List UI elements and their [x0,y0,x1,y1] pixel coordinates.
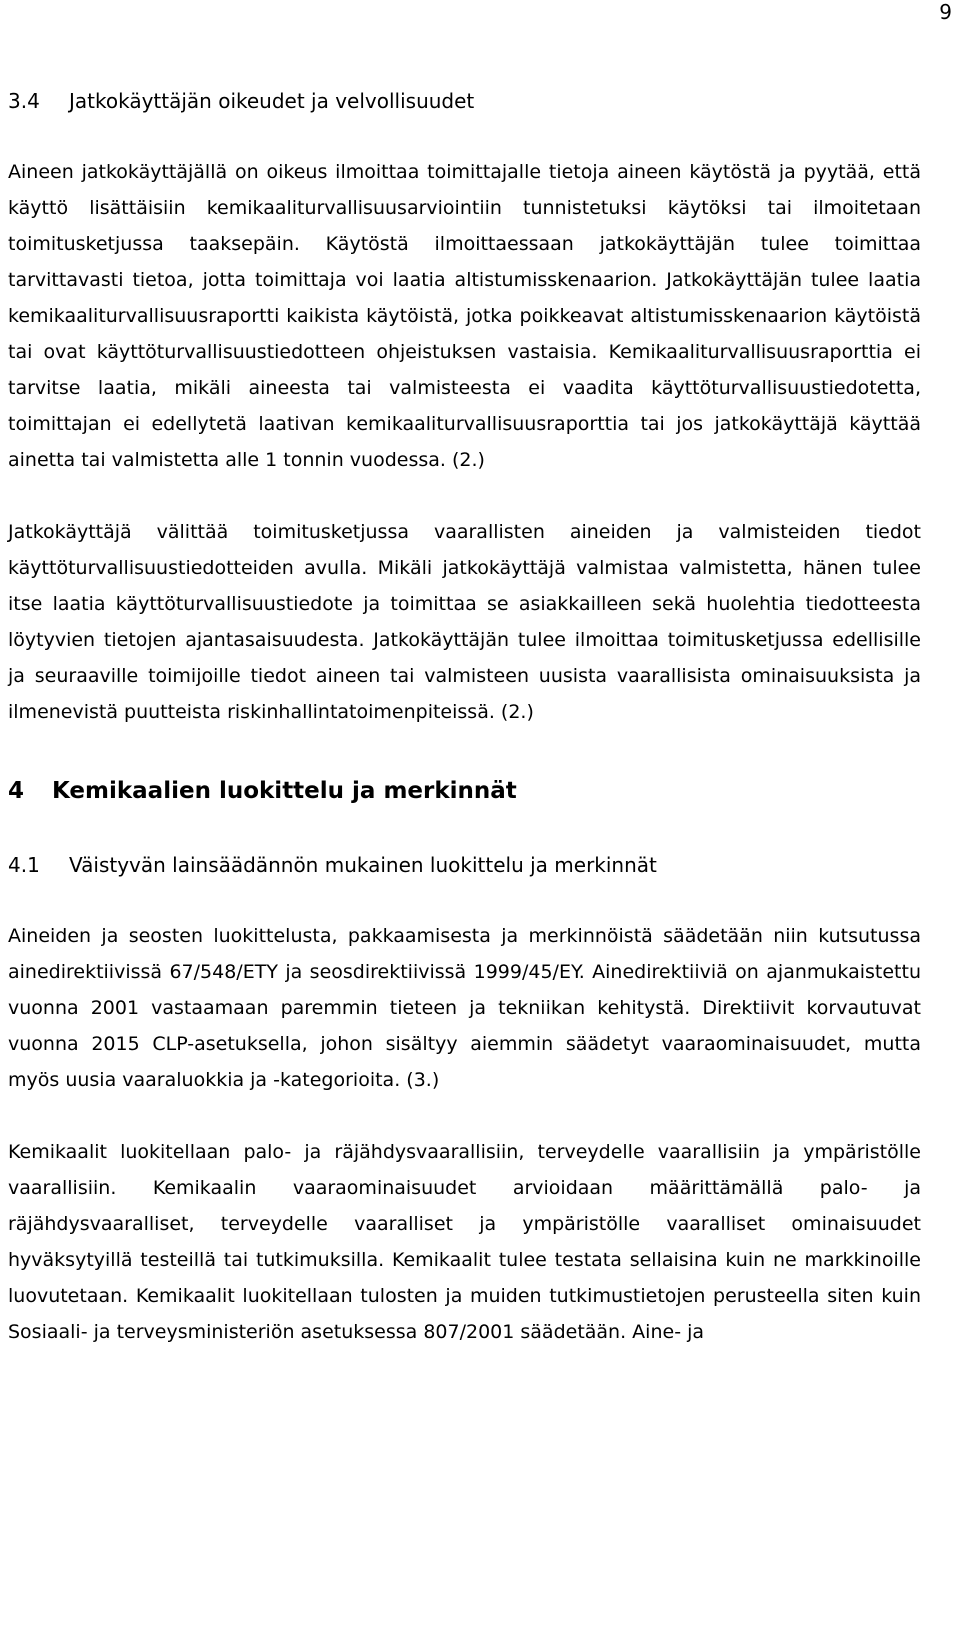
chapter-number: 4 [8,778,25,804]
paragraph: Aineiden ja seosten luokittelusta, pakkaamisesta ja merkinnöistä säädetään niin kutsutussa ainedirektiivissä 67/548/ETY ja seosdirektiivissä 1999/45/EY. Ainedirektiiviä on ajanmukaistettu vuonna 2001 vastaamaan paremmin tieteen ja tekniikan kehitystä. Direktiivit korvautuvat vuonna 2015 CLP-asetuksella, johon sisältyy aiemmin säädetyt vaaraominaisuudet, mutta myös uusia vaaraluokkia ja -kategorioita. (3.) [8,925,921,1091]
chapter-heading-4 [8,774,921,808]
section-title: Jatkokäyttäjän oikeudet ja velvollisuudet [69,89,475,113]
paragraph: Kemikaalit luokitellaan palo- ja räjähdysvaarallisiin, terveydelle vaarallisiin ja ympäristölle vaarallisiin. Kemikaalin vaaraominaisuudet arvioidaan määrittämällä palo- ja räjähdysvaaralliset, terveydelle vaaralliset ja ympäristölle vaaralliset ominaisuudet hyväksytyillä testeillä tai tutkimuksilla. Kemikaalit tulee testata sellaisina kuin ne markkinoille luovutetaan. Kemikaalit luokitellaan tulosten ja muiden tutkimustietojen perusteella siten kuin Sosiaali- ja terveysministeriön asetuksessa 807/2001 säädetään. Aine- ja [8,1141,921,1343]
section-heading-3-4 [8,84,921,118]
page-number: 9 [939,0,952,24]
document-body [8,84,921,1350]
chapter-title: Kemikaalien luokittelu ja merkinnät [52,778,517,804]
section-title: Väistyvän lainsäädännön mukainen luokittelu ja merkinnät [69,853,657,877]
paragraph: Jatkokäyttäjä välittää toimitusketjussa vaarallisten aineiden ja valmisteiden tiedot käyttöturvallisuustiedotteiden avulla. Mikäli jatkokäyttäjä valmistaa valmistetta, hänen tulee itse laatia käyttöturvallisuustiedote ja toimittaa se asiakkailleen sekä huolehtia tiedotteesta löytyvien tietojen ajantasaisuudesta. Jatkokäyttäjän tulee ilmoittaa toimitusketjussa edellisille ja seuraaville toimijoille tiedot aineen tai valmisteen uusista vaarallisista ominaisuuksista ja ilmenevistä puutteista riskinhallintatoimenpiteissä. (2.) [8,521,921,723]
section-heading-4-1 [8,848,921,882]
section-number: 4.1 [8,853,40,877]
section-number: 3.4 [8,89,40,113]
paragraph: Aineen jatkokäyttäjällä on oikeus ilmoittaa toimittajalle tietoja aineen käytöstä ja pyytää, että käyttö lisättäisiin kemikaaliturvallisuusarviointiin tunnistetuksi käytöksi tai ilmoitetaan toimitusketjussa taaksepäin. Käytöstä ilmoittaessaan jatkokäyttäjän tulee toimittaa tarvittavasti tietoa, jotta toimittaja voi laatia altistumisskenaarion. Jatkokäyttäjän tulee laatia kemikaaliturvallisuusraportti kaikista käytöistä, jotka poikkeavat altistumisskenaarion käytöistä tai ovat käyttöturvallisuustiedotteen ohjeistuksen vastaisia. Kemikaaliturvallisuusraporttia ei tarvitse laatia, mikäli aineesta tai valmisteesta ei vaadita käyttöturvallisuustiedotetta, toimittajan ei edellytetä laativan kemikaaliturvallisuusraporttia tai jos jatkokäyttäjä käyttää ainetta tai valmistetta alle 1 tonnin vuodessa. (2.) [8,161,921,471]
